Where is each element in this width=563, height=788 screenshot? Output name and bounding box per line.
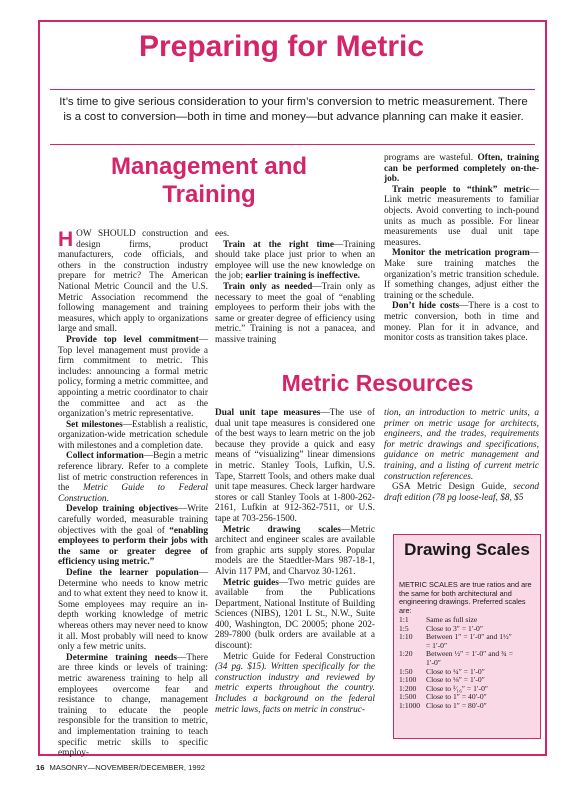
scale-row [399,650,539,659]
management-column-1 [58,229,208,759]
scale-description: Close to 1″ = 80′-0″ [426,701,487,710]
scale-ratio: 1:100 [399,675,417,685]
page-number: 16 [36,763,45,772]
resources-paragraph: Dual unit tape measures—The use of dual unit tape measures is considered one of the best ways to learn metric on the job because they provide a quick and easy means of “visualizing” linear dimensions in metric. Stanley Tools, Lufkin, U.S. Tape, Starrett Tools, and others make dual unit tape measures. Check larger hardware stores or call Stanley Tools at 1-800-262-2161, Lufkin at 912-362-7511, or U.S. tape at 703-256-1500. [215,408,375,524]
scale-description: Close to ¹⁄₁₆″ = 1′-0″ [426,683,489,693]
management-paragraph: Train only as needed—Train only as necessary to meet the goal of “enabling employees to perform their jobs with the same or greater degree of efficiency using metric.” Training is not a panacea, and massive training [215,281,375,345]
scale-description: 1′-0″ [426,658,441,667]
scale-ratio: 1:1000 [399,701,421,710]
scale-description: Between 1″ = 1′-0″ and 1½″ [426,632,512,642]
drawing-scales-intro: METRIC SCALES are true ratios and are the same for both architectural and engineering drawings. Preferred scales are: [399,580,532,615]
management-paragraph: Set milestones—Establish a realistic, organization-wide metrication schedule with milestones and a completion date. [58,419,208,451]
scale-ratio: 1:20 [399,649,413,659]
resources-paragraph: Metric guides—Two metric guides are available from the Publications Department, National Institute of Building Sciences (NIBS), 1201 L St., N.W., Suite 400, Washington, DC 20005; phone 202-289-7800 (bulk orders are available at a discount): [215,577,376,652]
scale-row [399,702,539,711]
scale-ratio: 1:1 [399,615,409,624]
management-paragraph: Determine training needs—There are three kinds or levels of training: metric awareness training to help all employees overcome fear and resistance to change, management training to educate the people responsible for the transition to metric, and implementation training to teach specific metric skills to specific employ- [58,652,208,759]
resources-paragraph: Metric Guide for Federal Construction (34 pg. $15). Written specifically for the construction industry and reviewed by metric experts throughout the country. Includes a background on the federal metric laws, facts on metric in construc- [215,651,375,715]
scale-ratio: 1:500 [399,692,417,702]
management-column-2 [215,229,375,346]
footer-text: MASONRY—NOVEMBER/DECEMBER, 1992 [49,763,206,772]
resources-title: Metric Resources [281,370,474,396]
page-footer [36,763,205,772]
management-paragraph: Don’t hide costs—There is a cost to metric conversion, both in time and money. Plan for it in advance, and monitor costs as transition takes place. [384,301,540,344]
management-title: Management and Training [110,153,308,208]
resources-column-2 [384,408,539,503]
drawing-scales-title: Drawing Scales [404,540,530,559]
management-paragraph: Define the learner population—Determine who needs to know metric and to what extent they need to know it. Some employees may require an in-depth working knowledge of metric whereas others may never need to know it all. Most probably will need to know only a few metric units. [58,568,208,653]
drop-cap: H [58,228,74,251]
scale-description: Close to ⅛″ = 1′-0″ [426,675,485,685]
resources-column-1 [215,408,375,715]
management-paragraph: programs are wasteful. Often, training can be performed completely on-the-job. [384,153,539,185]
management-paragraph: Collect information—Begin a metric reference library. Refer to a complete list of metric construction references in the Metric Guide to Federal Construction. [58,451,209,504]
scale-ratio: 1:50 [399,666,413,676]
management-paragraph: Train people to “think” metric—Link metric measurements to familiar objects. Avoid converting to inch-pound units as much as possible. For linear measurements use dual unit tape measures. [384,184,539,248]
scale-description: Close to 1″ = 40′-0″ [426,692,487,702]
management-paragraph: Monitor the metrication program—Make sure training matches the organization’s metric transition schedule. If something changes, adjust either the training or the schedule. [384,248,539,301]
resources-paragraph: GSA Metric Design Guide, second draft edition (78 pg loose-leaf, $8, $5 [384,482,539,503]
management-paragraph: Train at the right time—Training should take place just prior to when an employee will use the new knowledge on the job; earlier training is ineffective. [215,239,375,282]
management-column-3 [384,153,539,344]
scale-ratio: 1:10 [399,632,413,642]
intro-text: It’s time to give serious consideration to your firm’s conversion to metric measurement. There is a cost to conversion—both in time and money—but advance planning can make it easier. [59,96,528,123]
scale-row [399,633,539,642]
page-title: Preparing for Metric [138,30,425,63]
scale-description: Close to ¼″ = 1′-0″ [426,666,485,676]
scale-description: Close to 3″ = 1′-0″ [426,623,483,633]
scale-description: Between ½″ = 1′-0″ and ¾ = [426,649,513,659]
scale-description: Same as full size [426,615,478,624]
resources-paragraph: Metric drawing scales—Metric architect and engineer scales are available from graphic arts supply stores. Popular models are the Staedtler-Mars 987-18-1, Alvin 117 PM, and Charvoz 30-1261. [215,524,375,577]
scale-ratio: 1:5 [399,623,409,633]
management-paragraph: ees. [215,229,230,239]
management-paragraph: Provide top level commitment—Top level management must provide a firm commitment to metric. This includes: announcing a formal metric policy, forming a metric committee, and appointing a metric coordinator to chair the committee and act as the organization’s metric representative. [58,334,208,420]
management-paragraph: Develop training objectives—Write carefully worded, measurable training objectives with the goal of “enabling employees to perform their jobs with the same or greater degree of efficiency using metric.” [58,504,208,568]
scale-ratio: 1:200 [399,683,417,693]
resources-paragraph: tion, an introduction to metric units, a primer on metric usage for architects, engineers, and the trades, requirements for metric drawings and specifications, guidance on metric management and training, and a listing of current metric construction references. [384,408,539,482]
scale-description: = 1′-0″ [426,640,448,650]
management-paragraph: HOW SHOULD construction and design firms, product manufacturers, code officials, and others in the construction industry prepare for metric? The American National Metric Council and the U.S. Metric Association recommend the following management and training measures, which apply to organizations large and small. [58,228,208,335]
